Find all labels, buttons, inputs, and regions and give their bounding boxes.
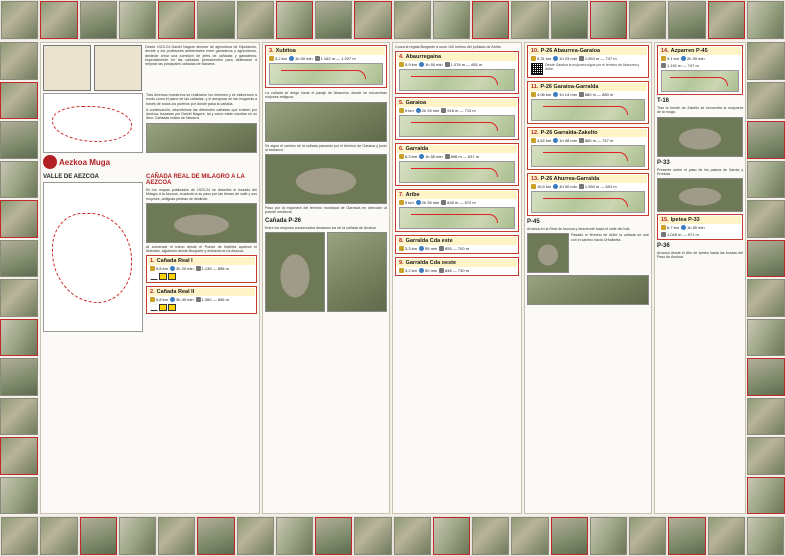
stone-photo <box>0 240 38 278</box>
stone-photo <box>433 1 470 39</box>
stone-photo <box>1 517 38 555</box>
stone-photo <box>668 1 705 39</box>
route-map <box>531 145 645 167</box>
stone-photo <box>527 233 569 273</box>
altitude-icon <box>661 232 666 237</box>
clock-icon <box>170 266 175 271</box>
stone-photo <box>276 1 313 39</box>
clock-icon <box>553 56 558 61</box>
stone-photo <box>40 517 77 555</box>
document-image <box>94 45 142 91</box>
logo-block <box>43 155 143 169</box>
column-2 <box>262 42 390 514</box>
stone-photo <box>158 1 195 39</box>
stone-photo <box>119 517 156 555</box>
clock-icon <box>416 108 421 113</box>
landscape-photo <box>527 275 649 305</box>
route-card[interactable]: 5. Garaioa 9 km 2h 25 min 918 m — 713 m <box>395 97 519 140</box>
logo-icon <box>43 155 57 169</box>
altitude-icon <box>441 200 446 205</box>
landscape-photo <box>327 232 387 312</box>
clock-icon <box>419 268 424 273</box>
paragraph: Se sigue el camino de la cañada pasando por el término de Garaioa y junto al barranco. <box>265 143 387 152</box>
p36-heading: P-36 <box>657 243 670 250</box>
route-card[interactable]: 10. P-26 Abaurrea-Garaioa 5,31 km 1h 23 min 1.053 m — 747 m Desde Garaioa la mojonera sigue por el término de Abaurrea y Aribe. <box>527 45 649 78</box>
stone-photo <box>551 517 588 555</box>
distance-icon <box>399 200 404 205</box>
clock-icon <box>553 138 558 143</box>
column-5 <box>654 42 746 514</box>
clock-icon <box>553 92 558 97</box>
route-map <box>399 207 515 229</box>
stone-photo <box>394 1 431 39</box>
route-card[interactable]: 13. P-26 Ahurrea-Garralda 16,5 km 4h 50 min 1.050 m — 691 m <box>527 173 649 216</box>
stone-photo <box>747 121 785 159</box>
stone-photo <box>265 154 387 204</box>
paragraph: Arranca en la Real de Aezcoa y desciende hacia el valle del Irati. <box>527 227 631 231</box>
route-map <box>531 191 645 213</box>
altitude-icon <box>196 297 201 302</box>
stone-photo <box>590 517 627 555</box>
stone-photo <box>629 517 666 555</box>
level-icon <box>159 304 167 311</box>
level-icon <box>168 304 176 311</box>
distance-icon <box>531 56 536 61</box>
distance-icon <box>399 246 404 251</box>
distance-icon <box>150 266 155 271</box>
route-card[interactable]: 8. Garralda Cda este 3,3 km 55 min 855 — 700 m <box>395 235 519 254</box>
clock-icon <box>419 246 424 251</box>
stone-photo <box>146 203 257 243</box>
altitude-icon <box>445 62 450 67</box>
clock-icon <box>419 62 424 67</box>
stone-photo <box>354 517 391 555</box>
stone-photo <box>265 232 325 312</box>
stone-photo <box>237 1 274 39</box>
t16-heading: T-16 <box>657 98 670 104</box>
stone-photo <box>315 517 352 555</box>
stone-photo <box>708 1 745 39</box>
altitude-icon <box>439 246 444 251</box>
stone-photo <box>40 1 77 39</box>
distance-icon <box>531 92 536 97</box>
route-card[interactable]: 3. Xubitoa 3,2 km 1h 00 min 1.162 m — 1.027 m <box>265 45 387 88</box>
valle-heading: VALLE DE AEZCOA <box>43 174 100 180</box>
stone-photo <box>747 437 785 475</box>
p26-heading: Cañada P-26 <box>265 217 302 224</box>
stone-photo <box>551 1 588 39</box>
warning-icon <box>150 304 158 311</box>
stone-photo <box>0 279 38 317</box>
valle-sketch-map <box>43 93 143 153</box>
clock-icon <box>681 56 686 61</box>
column-3 <box>392 42 522 514</box>
stone-photo <box>747 358 785 396</box>
altitude-icon <box>441 108 446 113</box>
paragraph: En los mapas publicados de 1923-24 se describe el trazado del Milagro a la Aezcoa, cruzando a su paso por las tierras de valle y sus mojones, antiguas piedras de deslinde. <box>146 188 257 201</box>
stone-photo <box>747 319 785 357</box>
stone-photo <box>119 1 156 39</box>
column-4 <box>524 42 652 514</box>
route-card[interactable]: 1. Cañada Real I 9,8 km 3h 20 min 1.139 — 898 m <box>146 255 257 283</box>
stone-photo <box>747 1 784 39</box>
stone-photo <box>0 161 38 199</box>
route-map <box>661 70 739 92</box>
route-card[interactable]: 15. Ipetea P-33 6,7 km 1h 55 min 1.045 m — 971 m <box>657 214 743 240</box>
paragraph: Tras la fuente de Zakelto se encuentra la mojonera de la muga. <box>657 106 743 115</box>
distance-icon <box>150 297 155 302</box>
clock-icon <box>170 297 175 302</box>
route-card[interactable]: 4. Abaurregaina 5,9 km 1h 50 min 1.078 m — 851 m <box>395 51 519 94</box>
distance-icon <box>661 56 666 61</box>
route-card[interactable]: 11. P-26 Garaioa-Garralda 4,06 km 1h 14 min 880 m — 880 m <box>527 81 649 124</box>
stone-photo <box>0 477 38 515</box>
stone-photo <box>0 358 38 396</box>
logo-text: Aezkoa Muga <box>59 157 111 167</box>
right-photo-strip <box>747 42 785 514</box>
route-card[interactable]: 6. Garralda 6,3 km 1h 50 min 898 m — 637 m <box>395 143 519 186</box>
stone-photo <box>708 517 745 555</box>
paragraph: Cruza la regata Burguete a unos 100 metros del poblado de Arribe. <box>395 45 502 49</box>
stone-photo <box>197 1 234 39</box>
qr-code-icon[interactable] <box>531 63 543 75</box>
clock-icon <box>553 184 558 189</box>
stone-photo <box>0 121 38 159</box>
stone-photo <box>158 517 195 555</box>
bottom-photo-strip <box>0 516 785 556</box>
route-card[interactable]: 12. P-26 Garralda-Zakelto 4,62 km 1h 08 min 860 m — 747 m <box>527 127 649 170</box>
stone-photo <box>0 82 38 120</box>
stone-photo <box>197 517 234 555</box>
valle-aezcoa-map <box>43 182 143 332</box>
paragraph: Entre los mojones conservados destacan los de la cañada de Aezkoa. <box>265 225 377 230</box>
level-icon <box>168 273 176 280</box>
distance-icon <box>269 56 274 61</box>
stone-photo <box>0 200 38 238</box>
altitude-icon <box>579 184 584 189</box>
warning-icon <box>150 273 158 280</box>
p45-heading: P-45 <box>527 219 540 225</box>
stone-photo <box>80 1 117 39</box>
clock-icon <box>289 56 294 61</box>
level-icon <box>159 273 167 280</box>
stone-photo <box>629 1 666 39</box>
paragraph: Pasado el término de Aribe la cañada se une con el camino hacia Orbaitzeta. <box>571 233 649 242</box>
distance-icon <box>399 62 404 67</box>
route-card[interactable]: 2. Cañada Real II 9,8 km 3h 40 min 1.360 — 836 m <box>146 286 257 314</box>
altitude-icon <box>445 154 450 159</box>
route-card[interactable]: 7. Aribe 9 km 2h 35 min 840 m — 672 m <box>395 189 519 232</box>
altitude-icon <box>579 138 584 143</box>
clock-icon <box>416 200 421 205</box>
book-cover-image <box>43 45 91 91</box>
stone-photo <box>590 1 627 39</box>
distance-icon <box>531 138 536 143</box>
stone-photo <box>472 1 509 39</box>
altitude-icon <box>661 63 666 68</box>
route-card[interactable]: 9. Garralda Cda oeste 3,2 km 50 min 848 — 730 m <box>395 257 519 276</box>
stone-photo <box>747 161 785 199</box>
main-heading: CAÑADA REAL DE MILAGRO A LA AEZCOA <box>146 174 245 186</box>
paragraph: Tras diversos muestreos se realizaron los informes y se elaboraron a modo como el plano de las cañadas, y el amojonar en las mugarras a través de todos los pueblos por donde pasa la cañada. <box>146 93 257 106</box>
landscape-photo <box>265 102 387 142</box>
distance-icon <box>661 225 666 230</box>
left-photo-strip <box>0 42 38 514</box>
intro-paragraph: Desde 1923-24 Daniel Nagore director de agricultura de Diputación, decide a los profesores ambientales entre ganaderos y agricultores, deslinde crear una comisión de jefes de cañadas y ganaderos, especialmente en las cañadas permanentes para destinarse a mejorar las principales cañadas de Navarra. <box>145 45 257 67</box>
top-photo-strip <box>0 0 785 40</box>
stone-photo <box>276 517 313 555</box>
stone-photo <box>747 240 785 278</box>
stone-photo <box>0 437 38 475</box>
paragraph: Al comenzar el tramo desde el Puerto de Ibañeta aparece el itinerario, siguiendo desde Burguete y entrando en la Aezcoa. <box>146 244 257 254</box>
stone-photo <box>747 279 785 317</box>
stone-photo <box>433 517 470 555</box>
route-card[interactable]: 14. Azparren P-45 9,1 km 2h 30 min 1.191 m — 747 m <box>657 45 743 95</box>
stone-photo <box>0 398 38 436</box>
clock-icon <box>681 225 686 230</box>
route-map <box>269 63 383 85</box>
distance-icon <box>399 268 404 273</box>
stone-photo <box>394 517 431 555</box>
altitude-icon <box>439 268 444 273</box>
p33-heading: P-33 <box>657 159 670 166</box>
stone-photo <box>80 517 117 555</box>
altitude-icon <box>579 56 584 61</box>
route-map <box>531 99 645 121</box>
stone-photo <box>1 1 38 39</box>
stone-photo <box>747 42 785 80</box>
paragraph: La cañada se dirige hacia el paraje de Abaurrea, donde se encuentran mojones antiguos. <box>265 91 387 100</box>
stone-photo <box>511 517 548 555</box>
stone-photo <box>668 517 705 555</box>
stone-photo <box>747 398 785 436</box>
intro-panel <box>40 42 260 514</box>
stone-photo <box>237 517 274 555</box>
stone-photo <box>657 117 743 157</box>
stone-photo <box>0 319 38 357</box>
paragraph: Paso por la mojonera del término municipal de Garralda en dirección al puente medieval. <box>265 206 387 215</box>
stone-photo <box>315 1 352 39</box>
clock-icon <box>419 154 424 159</box>
altitude-icon <box>579 92 584 97</box>
stone-photo <box>0 42 38 80</box>
stone-photo <box>657 178 743 212</box>
altitude-icon <box>315 56 320 61</box>
stone-photo <box>747 200 785 238</box>
altitude-icon <box>196 266 201 271</box>
paragraph: A continuación, describimos las diferentes cañadas que existen por Aezkoa, trazadas por Daniel Nagore, tal y como están escritas en su libro: Cañadas reales de Navarra. <box>146 107 257 121</box>
route-map <box>399 115 515 137</box>
distance-icon <box>531 184 536 189</box>
paragraph: Presente sobre el paso de los pastos de Saroia y Errekaiz. <box>657 167 743 176</box>
stone-photo <box>747 517 784 555</box>
route-map <box>399 161 515 183</box>
stone-photo <box>472 517 509 555</box>
distance-icon <box>399 154 404 159</box>
stone-photo <box>747 477 785 515</box>
landscape-photo <box>146 123 257 153</box>
stone-photo <box>511 1 548 39</box>
distance-icon <box>399 108 404 113</box>
stone-photo <box>747 82 785 120</box>
route-map <box>399 69 515 91</box>
stone-photo <box>354 1 391 39</box>
paragraph: Arranca desde el Alto de Ipetea hasta las bordas del Paso de Aezkoa. <box>657 251 743 260</box>
